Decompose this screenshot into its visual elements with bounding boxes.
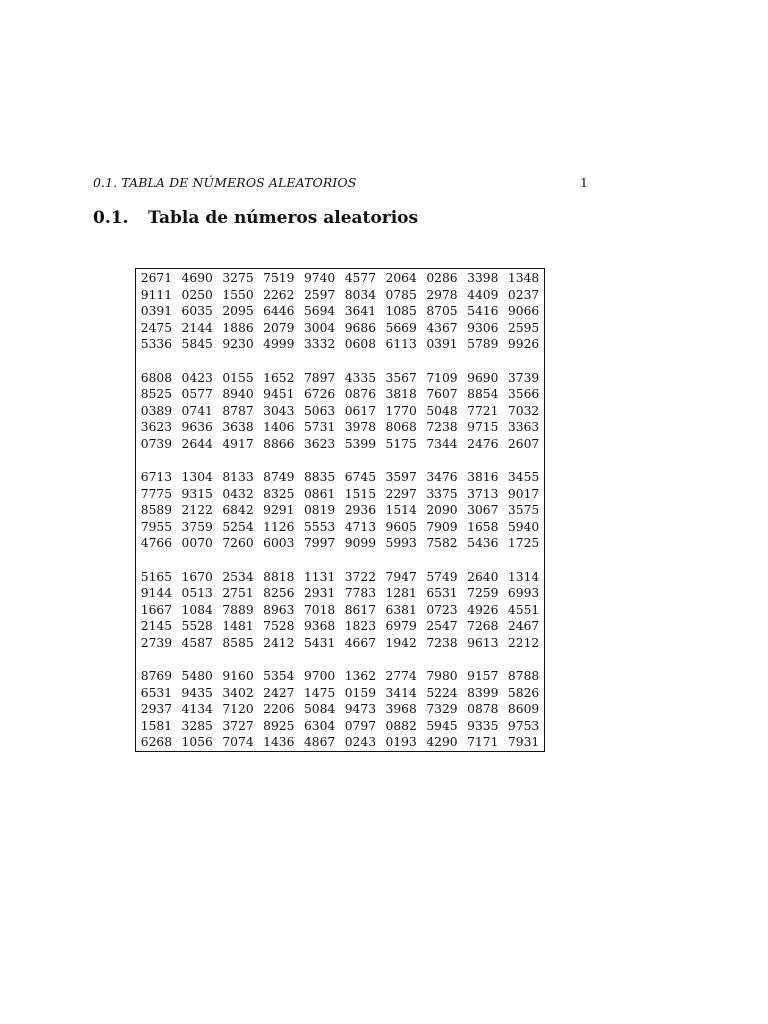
table-cell: 2262 (263, 287, 295, 302)
table-cell: 0577 (181, 387, 213, 401)
table-block (136, 469, 544, 552)
table-cell: 2145 (140, 619, 173, 633)
table-cell: 2774 (385, 669, 417, 683)
running-header: 0.1. TABLA DE NÚMEROS ALEATORIOS (93, 175, 357, 190)
table-cell: 9740 (303, 271, 336, 285)
table-cell: 5749 (426, 569, 458, 584)
table-cell: 0785 (385, 287, 417, 302)
table-cell: 5826 (507, 685, 540, 700)
table-cell: 5431 (303, 635, 336, 650)
table-cell: 6808 (140, 370, 173, 385)
table-row (136, 320, 544, 337)
table-cell: 5694 (303, 304, 336, 318)
table-cell: 0391 (140, 304, 173, 318)
table-cell: 9291 (263, 503, 295, 517)
table-cell: 9160 (222, 669, 254, 683)
table-row (136, 635, 544, 652)
table-cell: 7528 (263, 619, 295, 633)
table-block (136, 270, 544, 353)
table-cell: 9690 (467, 370, 499, 385)
table-cell: 2064 (385, 271, 417, 285)
table-cell: 0882 (385, 718, 417, 733)
table-cell: 0739 (140, 436, 173, 451)
table-cell: 7018 (303, 602, 336, 617)
table-cell: 2079 (263, 320, 295, 335)
table-cell: 7260 (222, 536, 254, 550)
table-cell: 5993 (385, 536, 417, 550)
table-cell: 5845 (181, 337, 213, 351)
table-cell: 3759 (181, 519, 213, 534)
table-cell: 3641 (344, 304, 377, 318)
table-cell: 4409 (467, 287, 499, 302)
table-cell: 0159 (344, 685, 377, 700)
table-cell: 3739 (507, 370, 540, 385)
table-cell: 7109 (426, 370, 458, 385)
table-cell: 3402 (222, 685, 254, 700)
table-cell: 3816 (467, 470, 499, 484)
table-cell: 0723 (426, 602, 458, 617)
table-cell: 8034 (344, 287, 377, 302)
table-cell: 1085 (385, 304, 417, 318)
table-cell: 5731 (303, 420, 336, 434)
table-cell: 8068 (385, 420, 417, 434)
table-cell: 3043 (263, 403, 295, 418)
table-cell: 2936 (344, 503, 377, 517)
table-cell: 6531 (140, 685, 173, 700)
table-cell: 5399 (344, 436, 377, 451)
table-cell: 2475 (140, 320, 173, 335)
table-cell: 8325 (263, 486, 295, 501)
table-cell: 2122 (181, 503, 213, 517)
table-cell: 1436 (263, 735, 295, 749)
table-cell: 9099 (344, 536, 377, 550)
table-cell: 8769 (140, 669, 173, 683)
table-cell: 7329 (426, 702, 458, 716)
table-cell: 3713 (467, 486, 499, 501)
table-row (136, 668, 544, 685)
table-cell: 3818 (385, 387, 417, 401)
table-cell: 4551 (507, 602, 540, 617)
table-cell: 1056 (181, 735, 213, 749)
table-cell: 7259 (467, 586, 499, 600)
table-cell: 9017 (507, 486, 540, 501)
table-cell: 8835 (303, 470, 336, 484)
table-row (136, 303, 544, 320)
table-cell: 2607 (507, 436, 540, 451)
table-cell: 5416 (467, 304, 499, 318)
table-row (136, 336, 544, 353)
table-cell: 2534 (222, 569, 254, 584)
table-cell: 0608 (344, 337, 377, 351)
table-cell: 8925 (263, 718, 295, 733)
table-cell: 3566 (507, 387, 540, 401)
table-cell: 0250 (181, 287, 213, 302)
table-cell: 4587 (181, 635, 213, 650)
table-cell: 1084 (181, 602, 213, 617)
table-cell: 7268 (467, 619, 499, 633)
table-cell: 7120 (222, 702, 254, 716)
table-cell: 0513 (181, 586, 213, 600)
table-cell: 5940 (507, 519, 540, 534)
table-cell: 5084 (303, 702, 336, 716)
table-cell: 6726 (303, 387, 336, 401)
table-row (136, 569, 544, 586)
table-cell: 0237 (507, 287, 540, 302)
table-row (136, 419, 544, 436)
table-cell: 3004 (303, 320, 336, 335)
table-cell: 5528 (181, 619, 213, 633)
table-cell: 3363 (507, 420, 540, 434)
table-cell: 9306 (467, 320, 499, 335)
table-cell: 2595 (507, 320, 540, 335)
table-row (136, 370, 544, 387)
table-cell: 3398 (467, 271, 499, 285)
table-cell: 7607 (426, 387, 458, 401)
table-cell: 3567 (385, 370, 417, 385)
table-cell: 7997 (303, 536, 336, 550)
table-cell: 6381 (385, 602, 417, 617)
table-cell: 8787 (222, 403, 254, 418)
table-row (136, 585, 544, 602)
table-cell: 1550 (222, 287, 254, 302)
table-cell: 9066 (507, 304, 540, 318)
table-cell: 2212 (507, 635, 540, 650)
table-cell: 0878 (467, 702, 499, 716)
table-cell: 6842 (222, 503, 254, 517)
table-cell: 6003 (263, 536, 295, 550)
table-cell: 8525 (140, 387, 173, 401)
table-cell: 0432 (222, 486, 254, 501)
table-cell: 9926 (507, 337, 540, 351)
table-cell: 1362 (344, 669, 377, 683)
table-block (136, 569, 544, 652)
table-cell: 1515 (344, 486, 377, 501)
table-cell: 9315 (181, 486, 213, 501)
table-cell: 9368 (303, 619, 336, 633)
table-cell: 4667 (344, 635, 377, 650)
table-cell: 5480 (181, 669, 213, 683)
table-cell: 7980 (426, 669, 458, 683)
table-cell: 2427 (263, 685, 295, 700)
table-cell: 2547 (426, 619, 458, 633)
table-cell: 3285 (181, 718, 213, 733)
table-cell: 6113 (385, 337, 417, 351)
table-cell: 6979 (385, 619, 417, 633)
table-row (136, 287, 544, 304)
table-cell: 4367 (426, 320, 458, 335)
table-cell: 6531 (426, 586, 458, 600)
table-cell: 7897 (303, 370, 336, 385)
table-cell: 3455 (507, 470, 540, 484)
table-cell: 2095 (222, 304, 254, 318)
table-cell: 2644 (181, 436, 213, 451)
table-cell: 0876 (344, 387, 377, 401)
table-cell: 7931 (507, 735, 540, 749)
table-cell: 8749 (263, 470, 295, 484)
table-cell: 8788 (507, 669, 540, 683)
table-cell: 1348 (507, 271, 540, 285)
table-cell: 1886 (222, 320, 254, 335)
table-cell: 1581 (140, 718, 173, 733)
table-cell: 7032 (507, 403, 540, 418)
table-cell: 2751 (222, 586, 254, 600)
table-cell: 2206 (263, 702, 295, 716)
table-cell: 9605 (385, 519, 417, 534)
table-cell: 2467 (507, 619, 540, 633)
table-cell: 3968 (385, 702, 417, 716)
table-cell: 8617 (344, 602, 377, 617)
table-cell: 8854 (467, 387, 499, 401)
table-row (136, 718, 544, 735)
table-cell: 4713 (344, 519, 377, 534)
table-cell: 8940 (222, 387, 254, 401)
table-cell: 4999 (263, 337, 295, 351)
table-cell: 7721 (467, 403, 499, 418)
table-cell: 1942 (385, 635, 417, 650)
table-cell: 7171 (467, 735, 499, 749)
table-cell: 0617 (344, 403, 377, 418)
table-cell: 1304 (181, 470, 213, 484)
table-cell: 8585 (222, 635, 254, 650)
table-cell: 3275 (222, 271, 254, 285)
table-cell: 0070 (181, 536, 213, 550)
table-cell: 0423 (181, 370, 213, 385)
table-row (136, 270, 544, 287)
table-block (136, 668, 544, 751)
table-cell: 4577 (344, 271, 377, 285)
table-row (136, 469, 544, 486)
table-cell: 1652 (263, 370, 295, 385)
table-cell: 1658 (467, 519, 499, 534)
table-cell: 0286 (426, 271, 458, 285)
table-cell: 2739 (140, 635, 173, 650)
table-cell: 5354 (263, 669, 295, 683)
table-cell: 7582 (426, 536, 458, 550)
table-cell: 6745 (344, 470, 377, 484)
table-cell: 3414 (385, 685, 417, 700)
table-cell: 3476 (426, 470, 458, 484)
table-cell: 5436 (467, 536, 499, 550)
section-title-text: Tabla de números aleatorios (148, 208, 419, 228)
table-cell: 5048 (426, 403, 458, 418)
table-cell: 1481 (222, 619, 254, 633)
random-number-table (135, 268, 545, 752)
table-cell: 8609 (507, 702, 540, 716)
table-cell: 8963 (263, 602, 295, 617)
table-cell: 7889 (222, 602, 254, 617)
table-cell: 1131 (303, 569, 336, 584)
table-cell: 9613 (467, 635, 499, 650)
table-cell: 5224 (426, 685, 458, 700)
table-cell: 8705 (426, 304, 458, 318)
table-cell: 7775 (140, 486, 173, 501)
table-cell: 9111 (140, 287, 173, 302)
table-cell: 0193 (385, 735, 417, 749)
table-row (136, 618, 544, 635)
table-cell: 3575 (507, 503, 540, 517)
table-row (136, 519, 544, 536)
table-cell: 4290 (426, 735, 458, 749)
table-cell: 7947 (385, 569, 417, 584)
table-cell: 9715 (467, 420, 499, 434)
table-cell: 8399 (467, 685, 499, 700)
table-cell: 5669 (385, 320, 417, 335)
table-cell: 9157 (467, 669, 499, 683)
table-cell: 9700 (303, 669, 336, 683)
table-cell: 3375 (426, 486, 458, 501)
table-cell: 7783 (344, 586, 377, 600)
table-cell: 0155 (222, 370, 254, 385)
table-cell: 7074 (222, 735, 254, 749)
table-cell: 4134 (181, 702, 213, 716)
table-cell: 6713 (140, 470, 173, 484)
table-cell: 0391 (426, 337, 458, 351)
table-row (136, 486, 544, 503)
table-cell: 9335 (467, 718, 499, 733)
table-cell: 1514 (385, 503, 417, 517)
table-cell: 3638 (222, 420, 254, 434)
table-cell: 2297 (385, 486, 417, 501)
table-cell: 2412 (263, 635, 295, 650)
table-row (136, 436, 544, 453)
table-cell: 3722 (344, 569, 377, 584)
table-cell: 0389 (140, 403, 173, 418)
table-cell: 7238 (426, 635, 458, 650)
table-cell: 9636 (181, 420, 213, 434)
table-cell: 5945 (426, 718, 458, 733)
table-cell: 7344 (426, 436, 458, 451)
table-cell: 4867 (303, 735, 336, 749)
table-cell: 6035 (181, 304, 213, 318)
table-cell: 7955 (140, 519, 173, 534)
table-cell: 1406 (263, 420, 295, 434)
table-row (136, 602, 544, 619)
table-cell: 6446 (263, 304, 295, 318)
table-cell: 4917 (222, 436, 254, 451)
table-cell: 8866 (263, 436, 295, 451)
table-cell: 4926 (467, 602, 499, 617)
table-cell: 3623 (303, 436, 336, 451)
table-cell: 1314 (507, 569, 540, 584)
table-cell: 2090 (426, 503, 458, 517)
table-cell: 8589 (140, 503, 173, 517)
table-cell: 1667 (140, 602, 173, 617)
table-cell: 4690 (181, 271, 213, 285)
table-cell: 6268 (140, 735, 173, 749)
table-cell: 5336 (140, 337, 173, 351)
table-row (136, 685, 544, 702)
table-cell: 7909 (426, 519, 458, 534)
table-cell: 0741 (181, 403, 213, 418)
table-cell: 3067 (467, 503, 499, 517)
section-number: 0.1. (93, 208, 129, 228)
table-row (136, 701, 544, 718)
table-cell: 2144 (181, 320, 213, 335)
section-title (93, 208, 418, 228)
table-cell: 3332 (303, 337, 336, 351)
table-cell: 2640 (467, 569, 499, 584)
table-cell: 0797 (344, 718, 377, 733)
table-cell: 1126 (263, 519, 295, 534)
table-row (136, 502, 544, 519)
table-cell: 8818 (263, 569, 295, 584)
table-cell: 2978 (426, 287, 458, 302)
table-cell: 9686 (344, 320, 377, 335)
table-cell: 7238 (426, 420, 458, 434)
table-cell: 9473 (344, 702, 377, 716)
table-cell: 5063 (303, 403, 336, 418)
table-cell: 7519 (263, 271, 295, 285)
table-cell: 1725 (507, 536, 540, 550)
table-cell: 5789 (467, 337, 499, 351)
table-cell: 9451 (263, 387, 295, 401)
table-cell: 9230 (222, 337, 254, 351)
table-row (136, 535, 544, 552)
table-row (136, 386, 544, 403)
table-row (136, 734, 544, 751)
table-cell: 2931 (303, 586, 336, 600)
table-cell: 3727 (222, 718, 254, 733)
table-cell: 0819 (303, 503, 336, 517)
table-cell: 4335 (344, 370, 377, 385)
page-number: 1 (580, 175, 588, 190)
table-cell: 5175 (385, 436, 417, 451)
table-cell: 2671 (140, 271, 173, 285)
table-cell: 1823 (344, 619, 377, 633)
table-cell: 2597 (303, 287, 336, 302)
table-cell: 2937 (140, 702, 173, 716)
table-cell: 9144 (140, 586, 173, 600)
table-cell: 8133 (222, 470, 254, 484)
table-row (136, 403, 544, 420)
table-cell: 3623 (140, 420, 173, 434)
table-cell: 1670 (181, 569, 213, 584)
table-cell: 4766 (140, 536, 173, 550)
table-cell: 5165 (140, 569, 173, 584)
table-cell: 5254 (222, 519, 254, 534)
table-cell: 1281 (385, 586, 417, 600)
table-cell: 6304 (303, 718, 336, 733)
table-cell: 1770 (385, 403, 417, 418)
table-cell: 6993 (507, 586, 540, 600)
table-cell: 3978 (344, 420, 377, 434)
table-cell: 9435 (181, 685, 213, 700)
table-cell: 1475 (303, 685, 336, 700)
table-cell: 0243 (344, 735, 377, 749)
table-cell: 9753 (507, 718, 540, 733)
table-cell: 8256 (263, 586, 295, 600)
table-cell: 0861 (303, 486, 336, 501)
table-cell: 2476 (467, 436, 499, 451)
table-block (136, 370, 544, 453)
table-cell: 3597 (385, 470, 417, 484)
table-cell: 5553 (303, 519, 336, 534)
